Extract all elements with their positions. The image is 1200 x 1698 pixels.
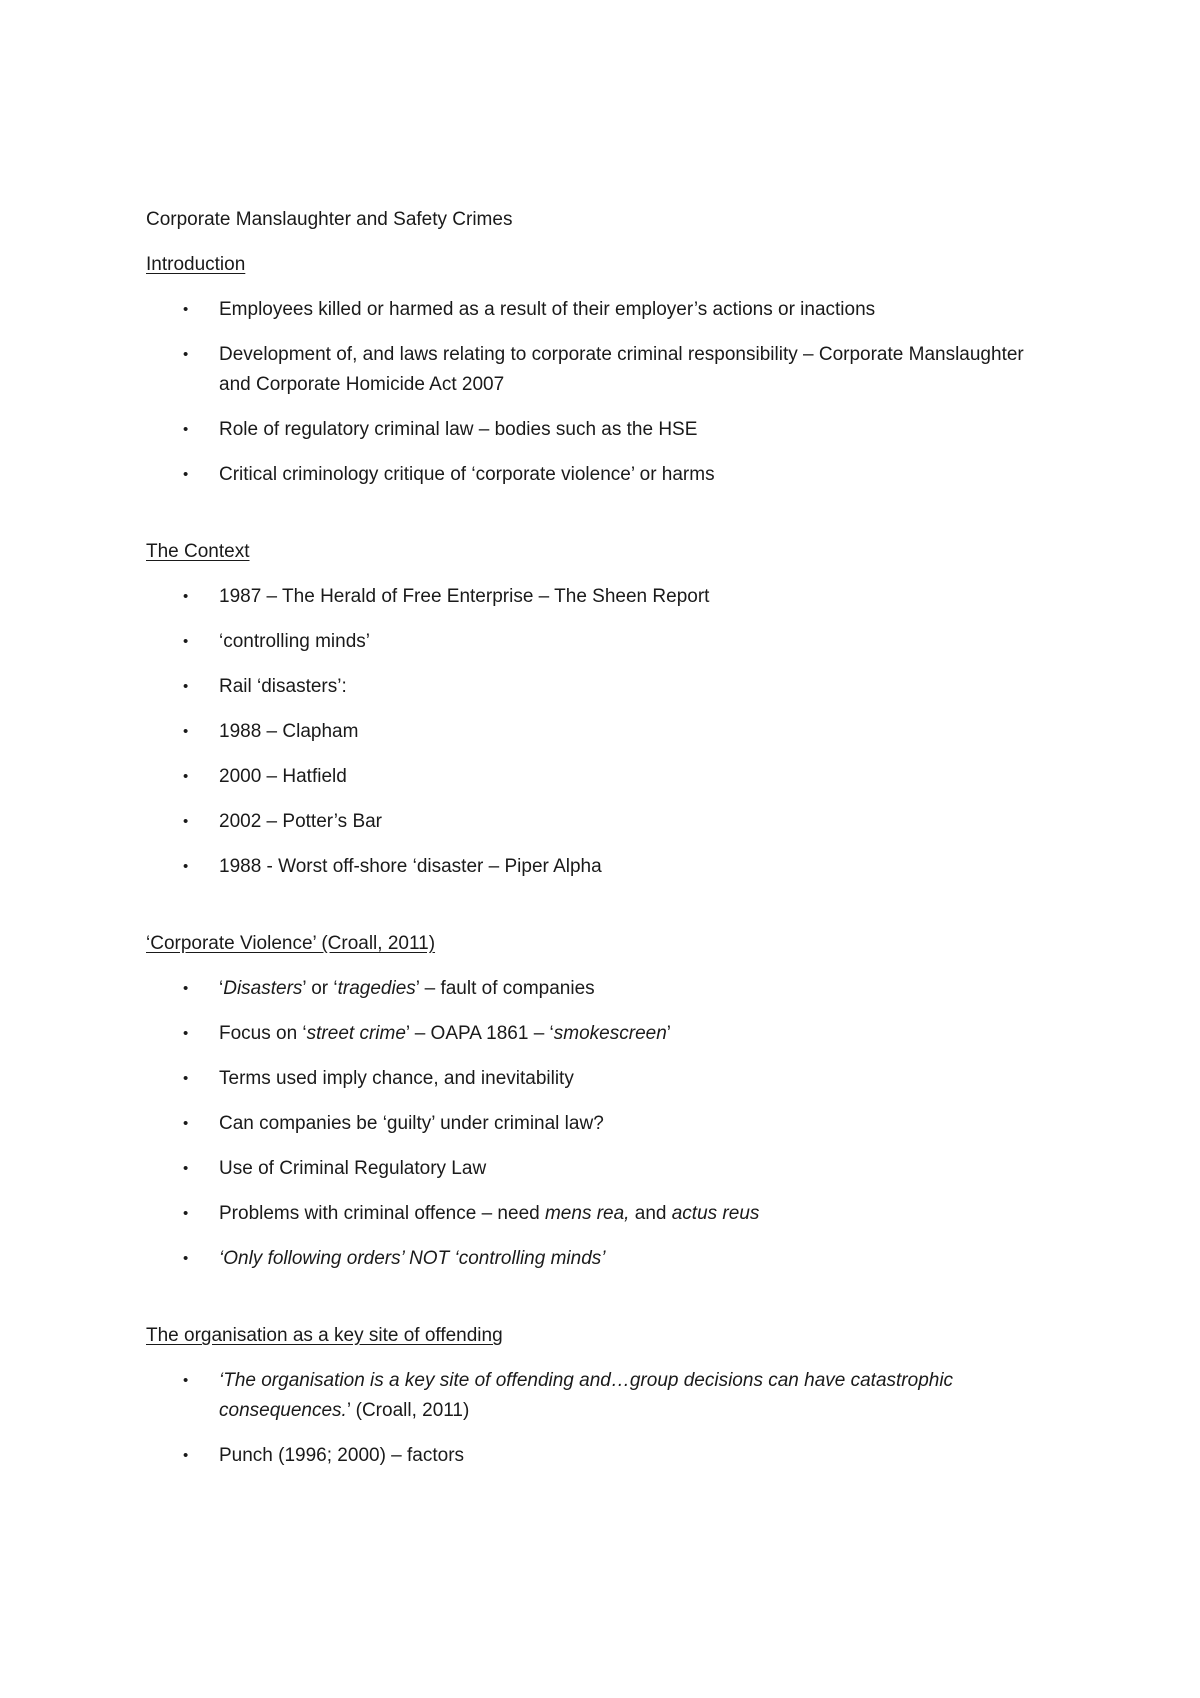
item-text: Rail ‘disasters’: [219, 676, 347, 697]
document-sections [146, 250, 1046, 1471]
item-text: Employees killed or harmed as a result of their employer’s actions or inactions [219, 299, 876, 320]
list-item [146, 1109, 1046, 1139]
bullet-icon: • [183, 346, 189, 363]
bullet-icon: • [183, 1115, 189, 1132]
bullet-icon: • [183, 301, 189, 318]
bullet-icon: • [183, 1250, 189, 1267]
item-text: Use of Criminal Regulatory Law [219, 1158, 487, 1179]
section-heading: ‘Corporate Violence’ (Croall, 2011) [146, 933, 436, 954]
item-text: Development of, and laws relating to corporate criminal responsibility – Corporate Manslaughter and Corporate Homicide Act 2007 [219, 344, 1024, 395]
section [146, 250, 1046, 490]
list-item [146, 340, 1046, 400]
bullet-icon: • [183, 421, 189, 438]
bullet-icon: • [183, 466, 189, 483]
bullet-icon: • [183, 1372, 189, 1389]
bullet-icon: • [183, 723, 189, 740]
item-text-italic: mens rea, [544, 1203, 630, 1224]
list-item [146, 582, 1046, 612]
item-text: ‘controlling minds’ [219, 631, 371, 652]
item-text: ’ – OAPA 1861 – ‘ [405, 1023, 554, 1044]
list-item [146, 295, 1046, 325]
bullet-icon: • [183, 633, 189, 650]
item-text: Problems with criminal offence – need [219, 1203, 545, 1224]
bullet-list [146, 582, 1046, 882]
section-heading: The organisation as a key site of offending [146, 1325, 503, 1346]
bullet-icon: • [183, 768, 189, 785]
item-text: and [629, 1203, 672, 1224]
section-heading: Introduction [146, 254, 246, 275]
bullet-icon: • [183, 588, 189, 605]
list-item [146, 807, 1046, 837]
item-text: Terms used imply chance, and inevitability [219, 1068, 574, 1089]
item-text-italic: tragedies [337, 978, 416, 999]
item-text-italic: ‘The organisation is a key site of offending and…group decisions can have catastrophic consequences. [219, 1370, 954, 1421]
item-text: ’ (Croall, 2011) [346, 1400, 470, 1421]
item-text-italic: street crime [306, 1023, 406, 1044]
item-text-italic: Disasters [223, 978, 303, 999]
item-text: ’ [666, 1023, 672, 1044]
list-item [146, 627, 1046, 657]
list-item [146, 762, 1046, 792]
list-item [146, 460, 1046, 490]
list-item [146, 1366, 1046, 1426]
section [146, 537, 1046, 882]
item-text-italic: smokescreen [553, 1023, 667, 1044]
item-text: 1987 – The Herald of Free Enterprise – The Sheen Report [219, 586, 710, 607]
list-item [146, 1199, 1046, 1229]
list-item [146, 1244, 1046, 1274]
item-text: ‘ [219, 978, 224, 999]
bullet-icon: • [183, 1205, 189, 1222]
bullet-icon: • [183, 858, 189, 875]
list-item [146, 717, 1046, 747]
item-text: Role of regulatory criminal law – bodies such as the HSE [219, 419, 698, 440]
bullet-list [146, 1366, 1046, 1471]
list-item [146, 1441, 1046, 1471]
bullet-list [146, 974, 1046, 1274]
list-item [146, 1154, 1046, 1184]
list-item [146, 1064, 1046, 1094]
item-text: 1988 - Worst off-shore ‘disaster – Piper Alpha [219, 856, 602, 877]
item-text-italic: ‘Only following orders’ NOT ‘controlling minds’ [219, 1248, 606, 1269]
item-text: 2000 – Hatfield [219, 766, 347, 787]
item-text: Critical criminology critique of ‘corporate violence’ or harms [219, 464, 715, 485]
section [146, 929, 1046, 1274]
item-text: Focus on ‘ [219, 1023, 307, 1044]
item-text: 2002 – Potter’s Bar [219, 811, 383, 832]
section [146, 1321, 1046, 1471]
bullet-icon: • [183, 678, 189, 695]
bullet-list [146, 295, 1046, 490]
item-text: Punch (1996; 2000) – factors [219, 1445, 465, 1466]
item-text: Can companies be ‘guilty’ under criminal law? [219, 1113, 604, 1134]
document-title: Corporate Manslaughter and Safety Crimes [146, 209, 513, 230]
list-item [146, 974, 1046, 1004]
bullet-icon: • [183, 1070, 189, 1087]
bullet-icon: • [183, 1447, 189, 1464]
bullet-icon: • [183, 980, 189, 997]
list-item [146, 415, 1046, 445]
list-item [146, 672, 1046, 702]
document-body [146, 205, 1046, 1471]
bullet-icon: • [183, 813, 189, 830]
list-item [146, 1019, 1046, 1049]
item-text-italic: actus reus [671, 1203, 760, 1224]
section-heading: The Context [146, 541, 250, 562]
item-text: ’ – fault of companies [415, 978, 595, 999]
bullet-icon: • [183, 1160, 189, 1177]
list-item [146, 852, 1046, 882]
bullet-icon: • [183, 1025, 189, 1042]
item-text: ’ or ‘ [302, 978, 338, 999]
item-text: 1988 – Clapham [219, 721, 359, 742]
